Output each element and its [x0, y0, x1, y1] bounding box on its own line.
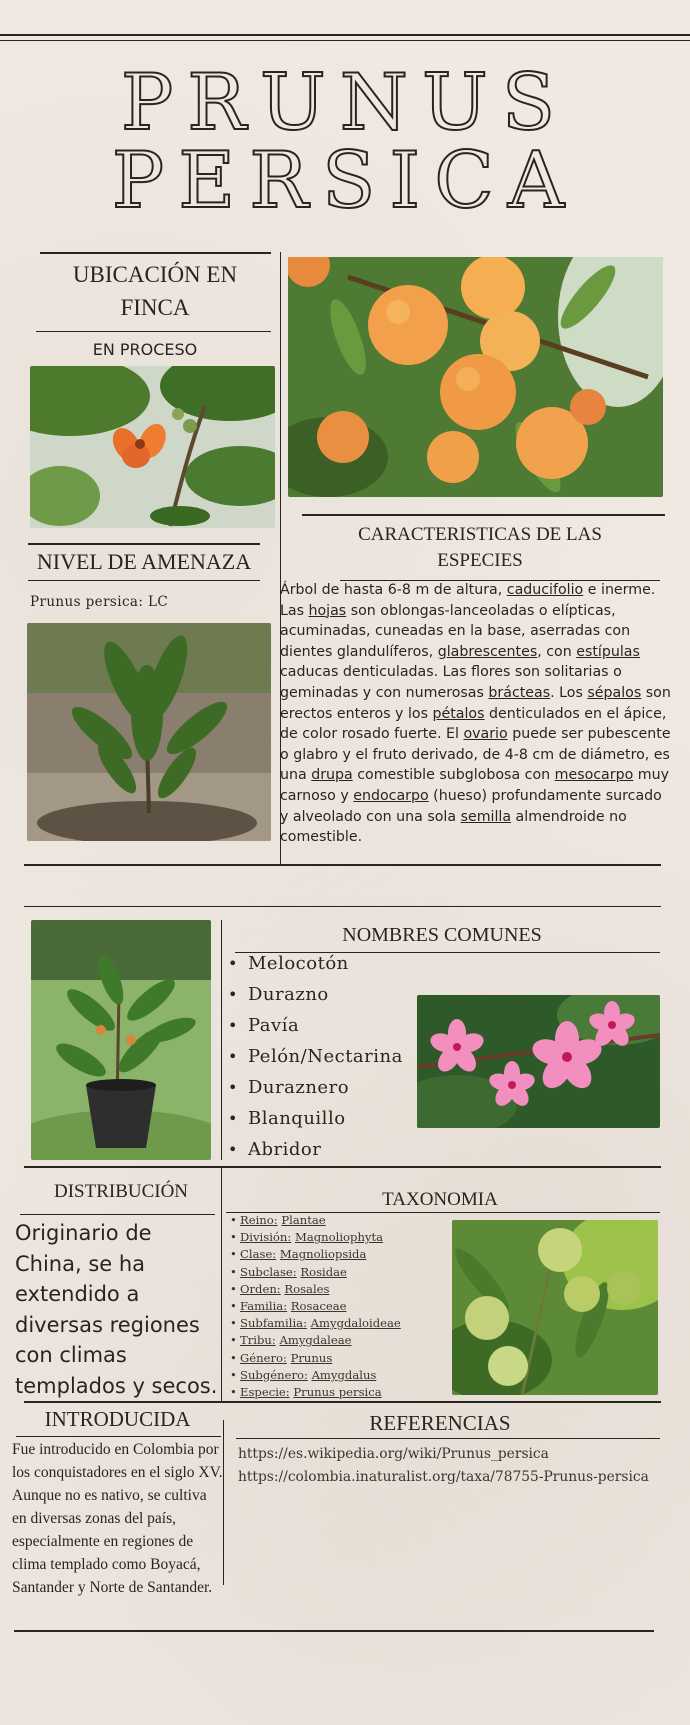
glossary-link[interactable]: ovario — [463, 726, 508, 743]
text-segment: muy carnoso y — [280, 767, 669, 804]
section3-divider — [221, 1166, 222, 1402]
glossary-link[interactable]: glabrescentes — [437, 643, 538, 660]
taxonomy-item: • Reino: Plantae — [230, 1212, 450, 1229]
location-status: EN PROCESO — [92, 340, 198, 359]
references-heading: REFERENCIAS — [369, 1411, 511, 1435]
taxonomy-item: • Subfamilia: Amygdaloideae — [230, 1315, 450, 1332]
characteristics-rule-top — [302, 514, 665, 516]
text-segment: e inerme. Las — [280, 582, 656, 619]
top-rule — [0, 34, 690, 36]
characteristics-heading: CARACTERISTICAS DE LAS ESPECIES — [358, 524, 602, 571]
list-item: • Blanquillo — [228, 1103, 428, 1134]
text-segment: puede ser pubescente o glabro y el fruto derivado, de 4-8 cm de diámetro, es una — [280, 726, 671, 784]
potted-tree-image — [31, 920, 211, 1160]
glossary-link[interactable]: endocarpo — [353, 787, 429, 804]
location-rule-bottom — [36, 331, 271, 332]
references-list — [238, 1443, 658, 1489]
text-segment: (hueso) profundamente surcado y alveolado con una sola — [280, 787, 662, 825]
list-item: • Pelón/Nectarina — [228, 1041, 428, 1072]
threat-rule-top — [28, 543, 260, 545]
reference-link[interactable]: https://es.wikipedia.org/wiki/Prunus_persica — [238, 1446, 549, 1462]
glossary-link[interactable]: hojas — [308, 602, 347, 619]
glossary-link[interactable]: pétalos — [432, 705, 485, 722]
location-rule-top — [40, 252, 271, 254]
glossary-link[interactable]: sépalos — [587, 684, 642, 701]
taxonomy-item: • Clase: Magnoliopsida — [230, 1246, 450, 1263]
glossary-link[interactable]: drupa — [311, 767, 353, 784]
taxonomy-heading: TAXONOMIA — [382, 1189, 498, 1210]
distribution-heading: DISTRIBUCIÓN — [53, 1181, 189, 1202]
taxonomy-item: • Especie: Prunus persica — [230, 1384, 450, 1401]
references-rule — [236, 1438, 660, 1439]
flower-image — [30, 366, 275, 528]
section2-rule-top — [24, 906, 661, 907]
glossary-link[interactable]: brácteas — [488, 684, 551, 701]
taxonomy-item: • Subclase: Rosidae — [230, 1264, 450, 1281]
threat-value: Prunus persica: LC — [30, 594, 169, 610]
text-segment: Árbol de hasta 6-8 m de altura, — [280, 582, 507, 598]
reference-link[interactable]: https://colombia.inaturalist.org/taxa/78755-Prunus-persica — [238, 1469, 649, 1485]
threat-rule-bottom — [28, 580, 260, 581]
list-item: • Durazno — [228, 979, 428, 1010]
section4-divider — [223, 1420, 224, 1585]
list-item: • Abridor — [228, 1134, 428, 1165]
page-title-line2: PERSICA — [111, 136, 579, 226]
taxonomy-item: • Tribu: Amygdaleae — [230, 1332, 450, 1349]
top-rule-thin — [0, 40, 690, 41]
section1-rule-bottom — [24, 864, 661, 866]
text-segment: denticulados en el ápice, de color rosado fuerte. El — [280, 705, 667, 743]
text-segment: , con — [537, 643, 577, 660]
glossary-link[interactable]: estípulas — [576, 643, 640, 660]
section2-divider — [221, 920, 222, 1160]
taxonomy-item: • Familia: Rosaceae — [230, 1298, 450, 1315]
distribution-rule — [20, 1214, 215, 1215]
text-segment: almendroide no comestible. — [280, 808, 627, 846]
text-segment: son oblongas-lanceoladas o elípticas, acuminadas, cuneadas en la base, aserradas con dientes glandulíferos, — [280, 602, 631, 660]
taxonomy-item: • Subgénero: Amygdalus — [230, 1367, 450, 1384]
green-fruit-image — [452, 1220, 658, 1395]
text-segment: son erectos enteros y los — [280, 684, 671, 722]
glossary-link[interactable]: caducifolio — [506, 582, 584, 598]
location-heading: UBICACIÓN EN FINCA — [72, 262, 238, 320]
section2-rule-bottom — [24, 1166, 661, 1168]
list-item: • Melocotón — [228, 948, 428, 979]
young-tree-image — [27, 623, 271, 841]
taxonomy-item: • Orden: Rosales — [230, 1281, 450, 1298]
common-names-list — [228, 948, 428, 1165]
introduced-rule — [16, 1436, 221, 1437]
text-segment: comestible subglobosa con — [352, 767, 555, 784]
section3-rule-bottom — [24, 1401, 661, 1403]
text-segment: . Los — [550, 684, 588, 701]
introduced-text: Fue introducido en Colombia por los conquistadores en el siglo XV. Aunque no es nativo, se cultiva en diversas zonas del país, especialmente en regiones de clima templado como Boyacá, Santander y Norte de Santander. — [12, 1441, 223, 1596]
page-title-line1: PRUNUS — [120, 58, 570, 148]
peaches-image — [288, 257, 663, 497]
characteristics-text — [280, 580, 672, 848]
list-item: • Pavía — [228, 1010, 428, 1041]
taxonomy-item: • División: Magnoliophyta — [230, 1229, 450, 1246]
bottom-rule — [14, 1630, 654, 1632]
common-names-heading: NOMBRES COMUNES — [342, 924, 542, 946]
distribution-text: Originario de China, se ha extendido a diversas regiones con climas templados y secos. — [15, 1221, 218, 1398]
list-item: • Duraznero — [228, 1072, 428, 1103]
glossary-link[interactable]: mesocarpo — [554, 767, 634, 784]
text-segment: caducas denticuladas. Las flores son solitarias o geminadas y con numerosas — [280, 664, 622, 701]
taxonomy-list — [230, 1212, 450, 1401]
glossary-link[interactable]: semilla — [460, 808, 512, 825]
introduced-heading: INTRODUCIDA — [44, 1407, 191, 1431]
blossom-image — [417, 995, 660, 1128]
taxonomy-item: • Género: Prunus — [230, 1350, 450, 1367]
threat-heading: NIVEL DE AMENAZA — [36, 549, 252, 574]
